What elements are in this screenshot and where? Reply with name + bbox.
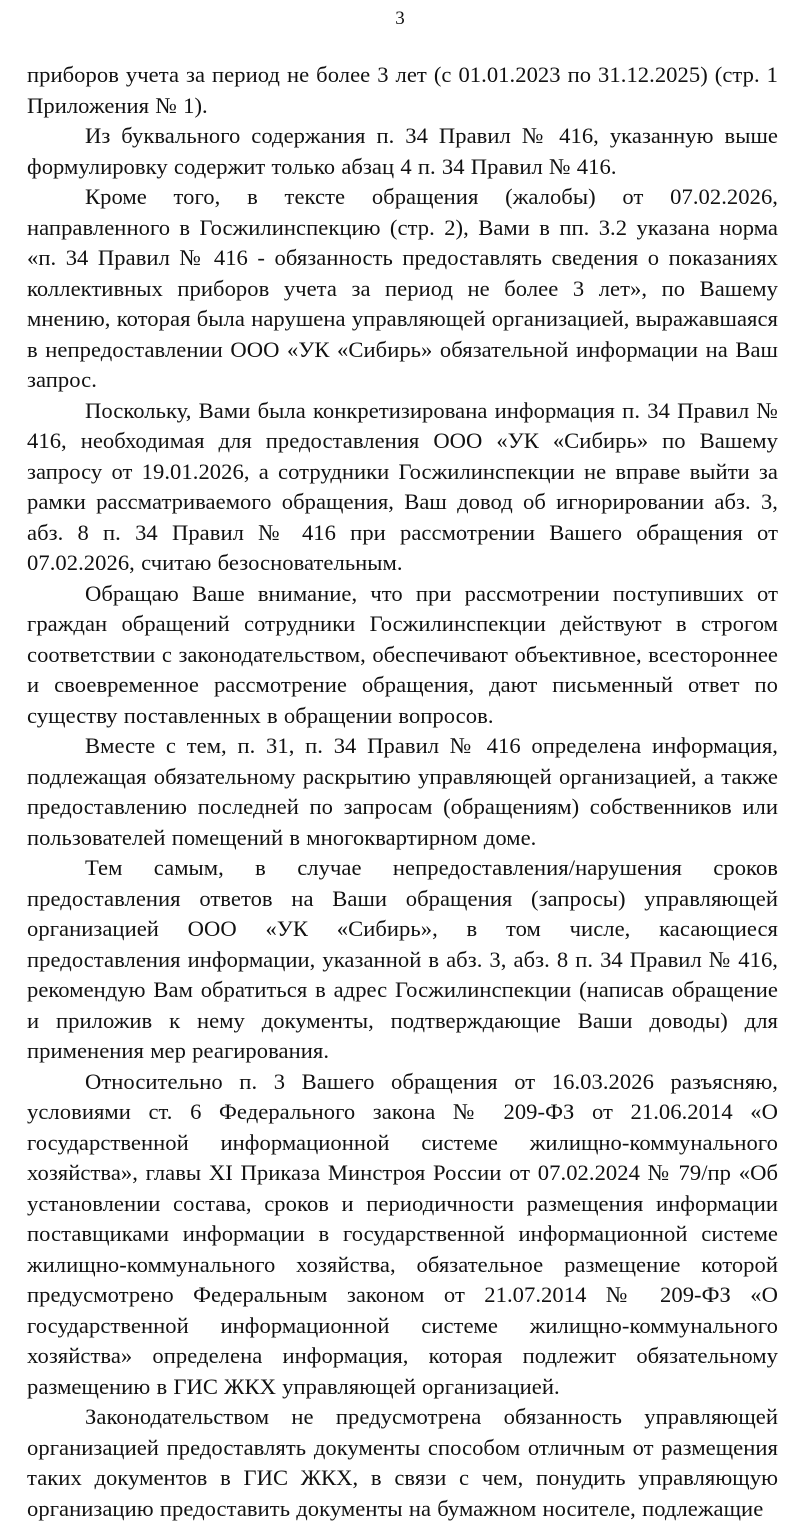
paragraph-gis-zhkh: Относительно п. 3 Вашего обращения от 16.03.2026 разъясняю, условиями ст. 6 Федерального закона № 209-ФЗ от 21.06.2014 «О государственной информационной системе жилищно-коммунального хозяйства», главы XI Приказа Минстроя России от 07.02.2024 № 79/пр «Об установлении состава, сроков и периодичности размещения информации поставщиками информации в государственной информационной системе жилищно-коммунального хозяйства, обязательное размещение которой предусмотрено Федеральным законом от 21.07.2014 № 209-ФЗ «О государственной информационной системе жилищно-коммунального хозяйства» определена информация, которая подлежит обязательному размещению в ГИС ЖКХ управляющей организацией. [27, 1068, 778, 1399]
paragraph-recommendation: Тем самым, в случае непредоставления/нарушения сроков предоставления ответов на Ваши обращения (запросы) управляющей организацией ООО «УК «Сибирь», в том числе, касающиеся предоставления информации, указанной в абз. 3, абз. 8 п. 34 Правил № 416, рекомендую Вам обратиться в адрес Госжилинспекции (написав обращение и приложив к нему документы, подтверждающие Ваши доводы) для применения мер реагирования. [27, 855, 778, 1063]
paragraph-complaint-text: Кроме того, в тексте обращения (жалобы) от 07.02.2026, направленного в Госжилинспекцию (стр. 2), Вами в пп. 3.2 указана норма «п. 34 Правил № 416 - обязанность предоставлять сведения о показаниях коллективных приборов учета за период не более 3 лет», по Вашему мнению, которая была нарушена управляющей организацией, выражавшаяся в непредоставлении ООО «УК «Сибирь» обязательной информации на Ваш запрос. [27, 184, 778, 392]
paragraph-legislation: Законодательством не предусмотрена обязанность управляющей организацией предоставлять документы способом отличным от размещения таких документов в ГИС ЖКХ, в связи с чем, понудить управляющую организацию предоставить документы на бумажном носителе, подлежащие [27, 1404, 778, 1521]
paragraph-disclosure: Вместе с тем, п. 31, п. 34 Правил № 416 определена информация, подлежащая обязательному раскрытию управляющей организацией, а также предоставлению последней по запросам (обращениям) собственников или пользователей помещений в многоквартирном доме. [27, 733, 778, 850]
paragraph-concretized-info: Поскольку, Вами была конкретизирована информация п. 34 Правил № 416, необходимая для предоставления ООО «УК «Сибирь» по Вашему запросу от 19.01.2026, а сотрудники Госжилинспекции не вправе выйти за рамки рассматриваемого обращения, Ваш довод об игнорировании абз. 3, абз. 8 п. 34 Правил № 416 при рассмотрении Вашего обращения от 07.02.2026, считаю безосновательным. [27, 397, 778, 575]
page-number: 3 [395, 8, 405, 29]
paragraph-continuation: приборов учета за период не более 3 лет (с 01.01.2023 по 31.12.2025) (стр. 1 Приложения № 1). [27, 62, 778, 118]
letter-body [27, 60, 778, 1524]
paragraph-attention: Обращаю Ваше внимание, что при рассмотрении поступивших от граждан обращений сотрудники Госжилинспекции действуют в строгом соответствии с законодательством, обеспечивают объективное, всестороннее и своевременное рассмотрение обращения, дают письменный ответ по существу поставленных в обращении вопросов. [27, 580, 778, 728]
paragraph-literal-content: Из буквального содержания п. 34 Правил № 416, указанную выше формулировку содержит только абзац 4 п. 34 Правил № 416. [27, 123, 778, 179]
